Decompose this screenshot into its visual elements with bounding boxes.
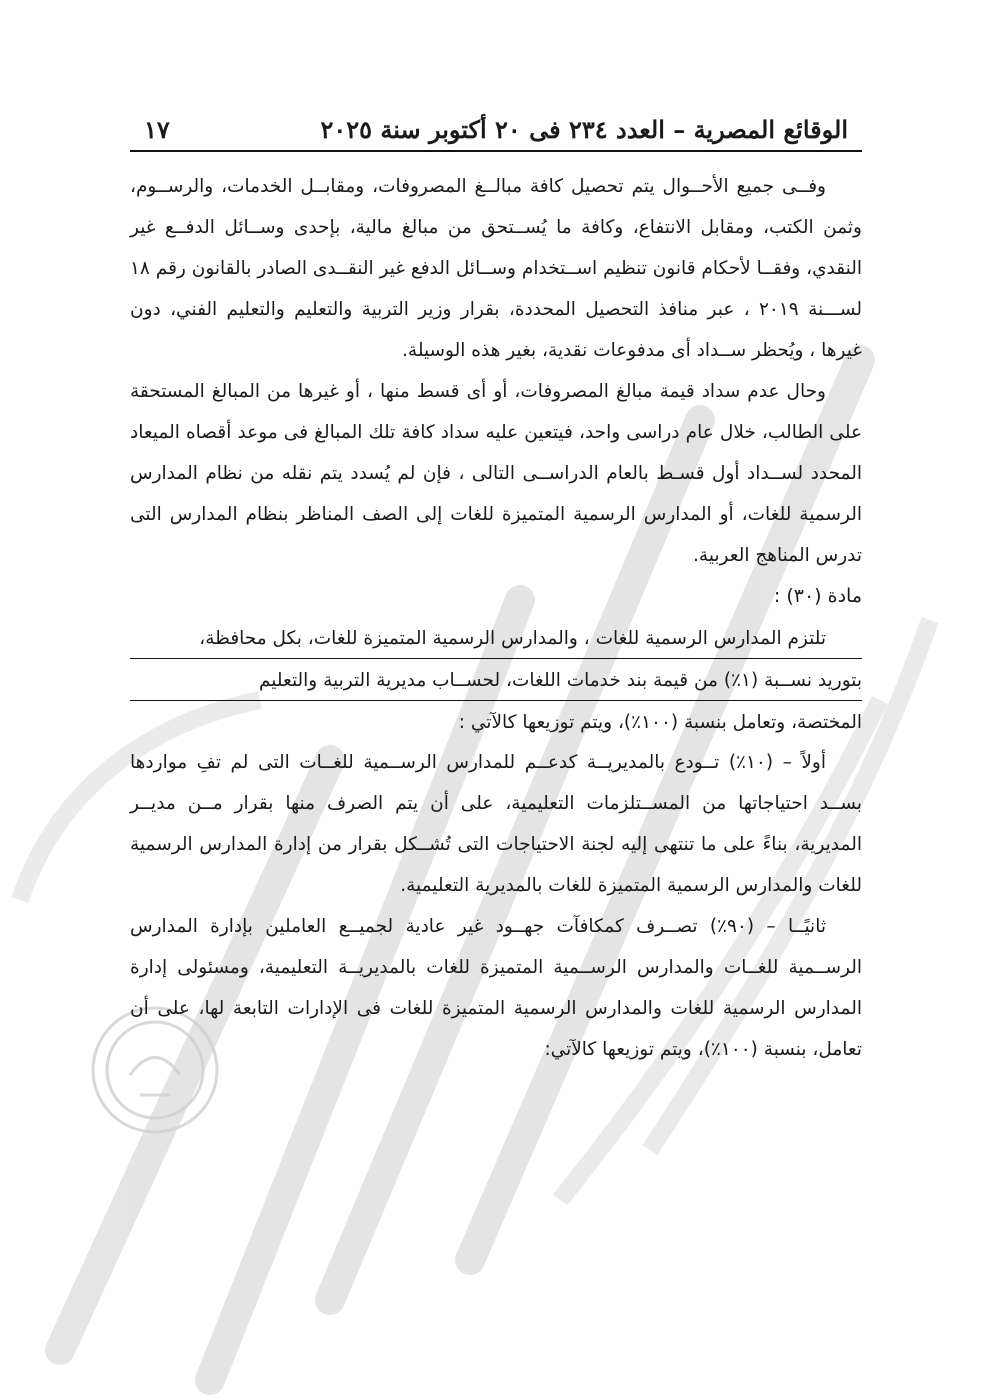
paragraph-article-30: [130, 617, 862, 742]
document-page: [130, 100, 862, 1070]
header-rule: [130, 150, 862, 152]
paragraph-payments: وفــى جميع الأحــوال يتم تحصيل كافة مبالــغ المصروفات، ومقابــل الخدمات، والرســوم، وثمن الكتب، ومقابل الانتفاع، وكافة ما يُســتحق من مبالغ مالية، بإحدى وســائل الدفــع غير النقدي، وفقــا لأحكام قانون تنظيم اســتخدام وســائل الدفع غير النقــدى الصادر بالقانون رقم ١٨ لســـنة ٢٠١٩ ، عبر منافذ التحصيل المحددة، بقرار وزير التربية والتعليم والتعليم الفني، دون غيرها ، ويُحظر ســداد أى مدفوعات نقدية، بغير هذه الوسيلة.: [130, 176, 862, 361]
article-30-line-2: بتوريد نســبة (١٪) من قيمة بند خدمات اللغات، لحســاب مديرية التربية والتعليم: [130, 659, 862, 701]
article-30-line-3: المختصة، وتعامل بنسبة (١٠٠٪)، ويتم توزيعها كالآتي :: [458, 712, 862, 733]
page-header: [130, 100, 862, 144]
page-number: ١٧: [144, 115, 170, 144]
paragraph-second-90-percent: ثانيًــا – (٩٠٪) تصــرف كمكافآت جهــود غير عادية لجميــع العاملين بإدارة المدارس الرســمية للغــات والمدارس الرســمية المتميزة للغات بالمديريــة التعليمية، ومسئولى إدارة المدارس الرسمية للغات والمدارس الرسمية المتميزة للغات فى الإدارات التابعة لها، على أن تعامل، بنسبة (١٠٠٪)، ويتم توزيعها كالآتي:: [130, 916, 862, 1060]
paragraph-non-payment: وحال عدم سداد قيمة مبالغ المصروفات، أو أى قسط منها ، أو غيرها من المبالغ المستحقة على الطالب، خلال عام دراسى واحد، فيتعين عليه سداد كافة تلك المبالغ فى موعد أقصاه الميعاد المحدد لســداد أول قسـط بالعام الدراســى التالى ، فإن لم يُسدد يتم نقله من نظام المدارس الرسمية للغات، أو المدارس الرسمية المتميزة للغات إلى الصف المناظر بنظام المدارس التى تدرس المناهج العربية.: [130, 381, 862, 566]
document-body: [130, 166, 862, 1070]
article-30-line-1: تلتزم المدارس الرسمية للغات ، والمدارس الرسمية المتميزة للغات، بكل محافظة،: [130, 617, 862, 659]
header-title: الوقائع المصرية – العدد ٢٣٤ فى ٢٠ أكتوبر سنة ٢٠٢٥: [320, 115, 848, 144]
article-30-heading: مادة (٣٠) :: [773, 585, 862, 607]
paragraph-first-10-percent: أولاً – (١٠٪) تــودع بالمديريــة كدعــم للمدارس الرســمية للغــات التى لم تفِ مواردها بســد احتياجاتها من المســتلزمات التعليمية، على أن يتم الصرف منها بقرار مــن مديــر المديرية، بناءً على ما تنتهى إليه لجنة الاحتياجات التى تُشــكل بقرار من إدارة المدارس الرسمية للغات والمدارس الرسمية المتميزة للغات بالمديرية التعليمية.: [130, 752, 862, 896]
